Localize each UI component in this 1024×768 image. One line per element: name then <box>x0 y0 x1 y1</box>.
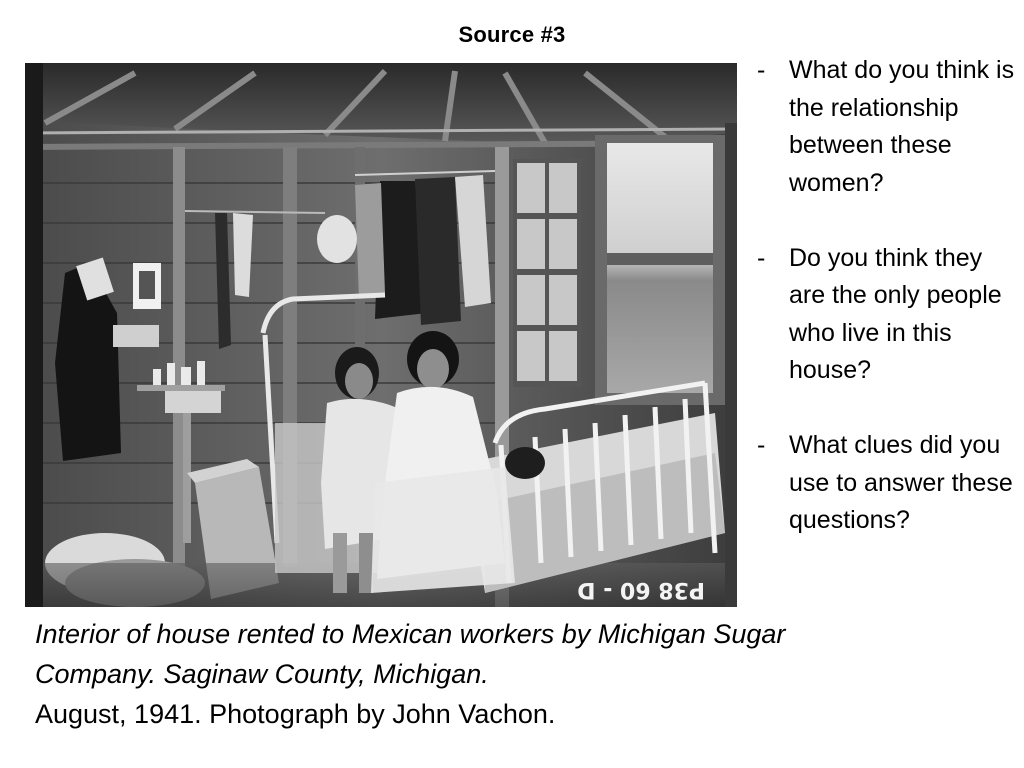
photo-illustration <box>25 63 737 607</box>
photo-plate-number: P38 60 - D <box>577 577 705 602</box>
caption-credit: August, 1941. Photograph by John Vachon. <box>35 699 556 729</box>
question-item <box>755 427 1015 540</box>
question-item <box>755 52 1015 202</box>
question-text: What do you think is the relationship between these women? <box>789 56 1015 197</box>
bullet-dash: - <box>757 431 766 459</box>
question-list <box>755 52 1015 577</box>
photo-caption <box>35 614 795 734</box>
caption-description: Interior of house rented to Mexican workers by Michigan Sugar Company. Saginaw County, Michigan. <box>35 619 786 689</box>
question-item <box>755 240 1015 390</box>
question-text: Do you think they are the only people who live in this house? <box>789 243 1002 384</box>
bullet-dash: - <box>757 243 766 272</box>
question-text: What clues did you use to answer these questions? <box>789 431 1013 534</box>
bullet-dash: - <box>757 56 766 84</box>
slide-title: Source #3 <box>458 22 566 47</box>
historical-photograph <box>25 63 737 607</box>
